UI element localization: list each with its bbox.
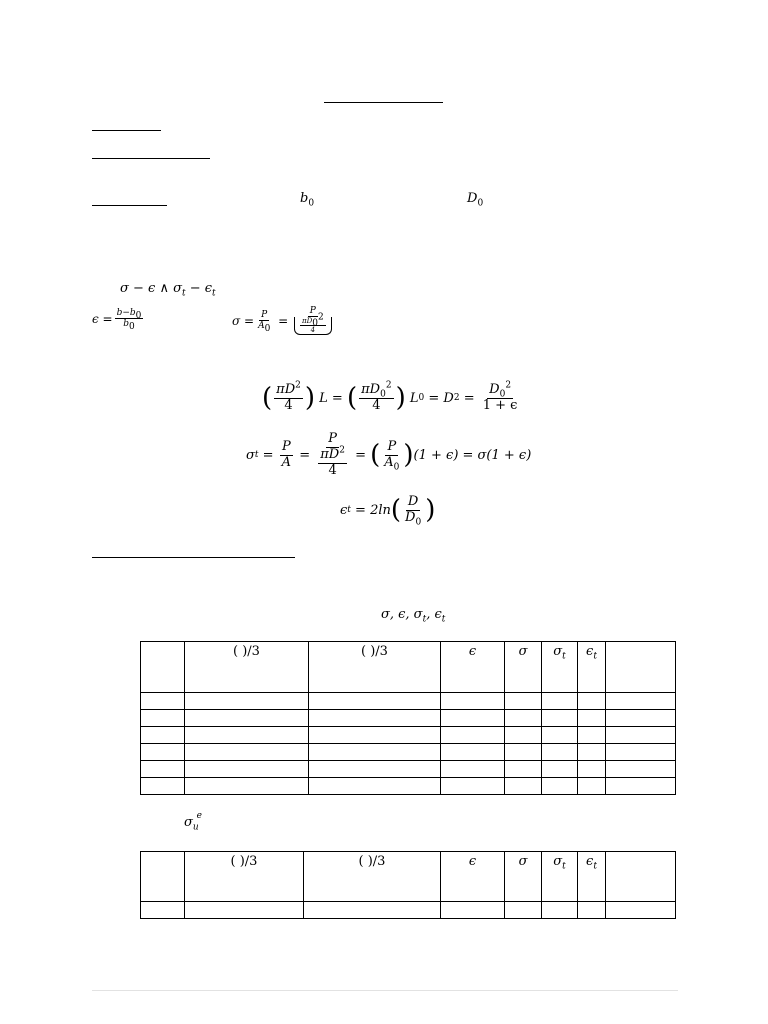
relation-line: σ − ϵ ∧ $\sigma_t - \epsilon_t$ bbox=[120, 281, 216, 299]
ultimate-table bbox=[140, 851, 676, 919]
section-underline-1 bbox=[92, 130, 161, 131]
section-underline-4 bbox=[92, 557, 295, 558]
section-underline-3 bbox=[92, 205, 167, 206]
header-cell bbox=[141, 642, 185, 693]
header-cell: σ bbox=[505, 852, 542, 902]
header-cell: $\sigma_t$ bbox=[542, 642, 578, 693]
volume-constancy-eq: ( $\frac{\pi D^2}{4}$ ) L = ( $\frac{\pi D_0^2}{4}$ ) L 0 = D 2 = $\frac{D_0^2}{1 + \epsilon}$ bbox=[262, 380, 518, 414]
header-cell: ( )/3 bbox=[185, 852, 304, 902]
true-stress-eq: σ t = $\frac{P}{A}$ = P $\pi D^2$ 4 = ( $\frac{P}{A_0}$ ) (1 + ϵ) = σ(1 + ϵ) bbox=[246, 431, 532, 478]
d0-symbol: $D_0$ bbox=[467, 191, 484, 209]
b0-symbol: $b_0$ bbox=[300, 191, 315, 209]
table-row bbox=[141, 744, 676, 761]
table-row bbox=[141, 727, 676, 744]
header-cell: $\sigma_t$ bbox=[542, 852, 578, 902]
section-underline-2 bbox=[92, 158, 210, 159]
header-cell bbox=[606, 852, 676, 902]
header-cell: $\epsilon_t$ bbox=[578, 642, 606, 693]
table-header-row bbox=[141, 642, 676, 693]
table-row bbox=[141, 902, 676, 919]
table-row bbox=[141, 761, 676, 778]
table-row bbox=[141, 710, 676, 727]
ultimate-stress-symbol: $\sigma_u^e$ bbox=[184, 810, 202, 833]
table-row bbox=[141, 693, 676, 710]
true-strain-eq: ϵ t = 2ln ( $\frac{D}{D_0}$ ) bbox=[340, 494, 436, 528]
engineering-strain-eq: ϵ = $\frac{b-b_0}{b_0}$ bbox=[92, 308, 142, 333]
header-cell bbox=[141, 852, 185, 902]
header-cell: ( )/3 bbox=[309, 642, 441, 693]
header-cell: ϵ bbox=[441, 642, 505, 693]
header-cell: σ bbox=[505, 642, 542, 693]
symbols-line: σ, ϵ, $\sigma_t$, $\epsilon_t$ bbox=[381, 607, 446, 625]
header-cell bbox=[606, 642, 676, 693]
title-underline bbox=[324, 102, 443, 103]
table-row bbox=[141, 778, 676, 795]
footer-divider bbox=[92, 990, 678, 991]
measurements-table bbox=[140, 641, 676, 795]
header-cell: ϵ bbox=[441, 852, 505, 902]
engineering-stress-eq: σ = $\frac{P}{A_0}$ = $\frac{P}{\frac{\pi D_0^2}{4}}$ bbox=[232, 306, 334, 335]
table-header-row bbox=[141, 852, 676, 902]
header-cell: $\epsilon_t$ bbox=[578, 852, 606, 902]
header-cell: ( )/3 bbox=[304, 852, 441, 902]
header-cell: ( )/3 bbox=[185, 642, 309, 693]
